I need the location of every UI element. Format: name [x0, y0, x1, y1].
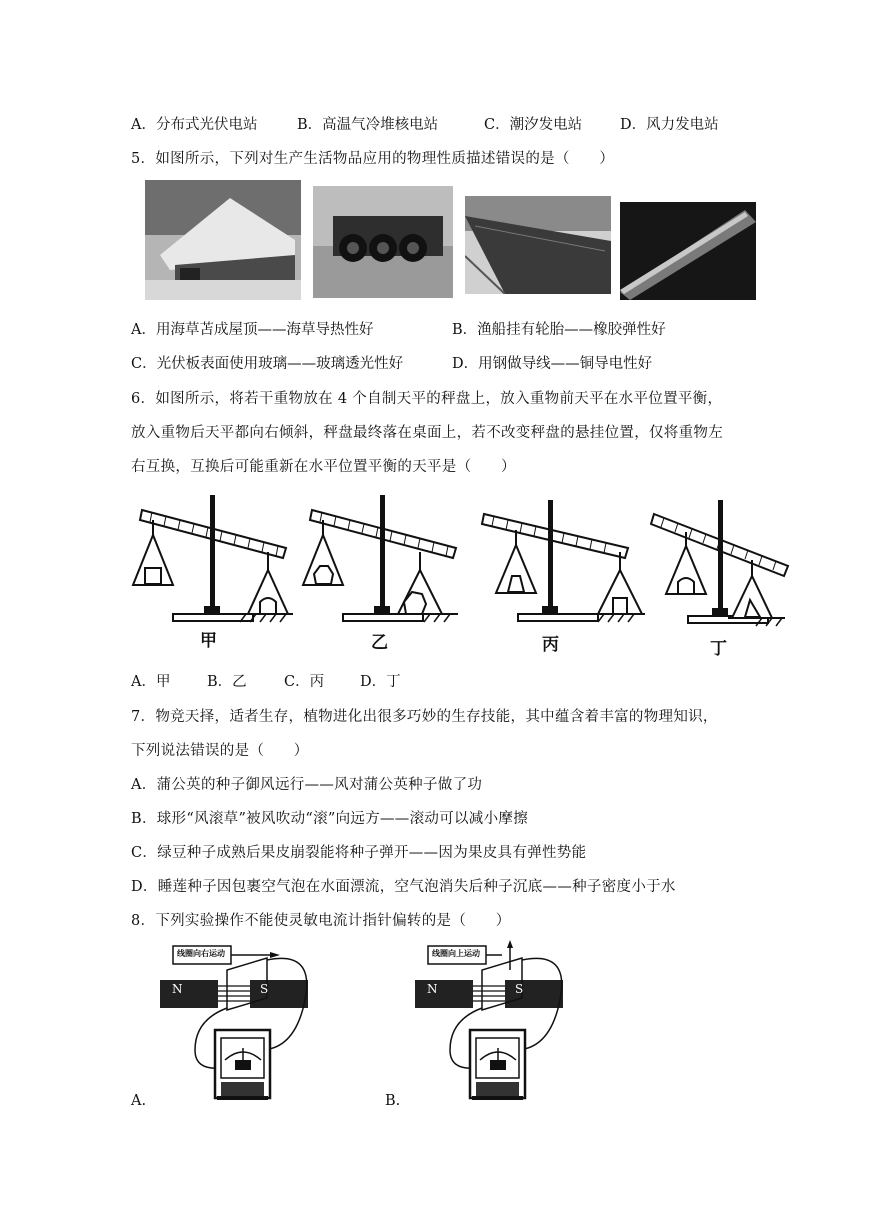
- scale-label-jia: 甲: [200, 631, 217, 651]
- q5-photo-boat-tires: [313, 186, 453, 298]
- q5-option-a: A．用海草苫成屋顶——海草导热性好: [131, 322, 374, 338]
- q6-option-b: B．乙: [207, 674, 247, 690]
- magnet-s-a: S: [260, 982, 269, 996]
- magnet-n-a: N: [172, 982, 183, 996]
- q5-photo-solar-panel: [465, 196, 611, 294]
- q5-option-b: B．渔船挂有轮胎——橡胶弹性好: [452, 322, 666, 338]
- q5-option-c: C．光伏板表面使用玻璃——玻璃透光性好: [131, 356, 404, 372]
- scale-jia: [128, 490, 293, 640]
- scale-label-yi: 乙: [371, 633, 388, 653]
- caption-b: 线圈向上运动: [432, 948, 480, 958]
- q8-option-a-label: A.: [131, 1093, 147, 1109]
- q6-option-a: A．甲: [131, 674, 171, 690]
- q6-option-d: D．丁: [360, 674, 401, 690]
- q4-option-c: C．潮汐发电站: [484, 117, 583, 133]
- scale-label-ding: 丁: [710, 639, 727, 659]
- q5-option-d: D．用钢做导线——铜导电性好: [452, 356, 653, 372]
- magnet-n-b: N: [427, 982, 438, 996]
- q7-option-c: C．绿豆种子成熟后果皮崩裂能将种子弹开——因为果皮具有弹性势能: [131, 845, 587, 861]
- q7-option-b: B．球形“风滚草”被风吹动“滚”向远方——滚动可以减小摩擦: [131, 811, 529, 827]
- scale-bing: [480, 490, 645, 640]
- q5-photo-seaweed-roof: [145, 180, 301, 300]
- q5-stem: 5．如图所示，下列对生产生活物品应用的物理性质描述错误的是（ ）: [131, 151, 615, 167]
- q8-figure: [0, 940, 869, 1110]
- galvanometer-setup-a: [155, 940, 325, 1102]
- q5-photo-wire: [620, 202, 756, 300]
- q4-option-a: A．分布式光伏电站: [131, 117, 258, 133]
- q6-stem-line-2: 放入重物后天平都向右倾斜，秤盘最终落在桌面上，若不改变秤盘的悬挂位置，仅将重物左: [131, 425, 723, 441]
- galvanometer-setup-b: [410, 940, 580, 1102]
- q4-option-b: B．高温气冷堆核电站: [297, 117, 439, 133]
- q4-option-d: D．风力发电站: [620, 117, 719, 133]
- q8-option-b-label: B.: [385, 1093, 401, 1109]
- q7-stem-line-1: 7．物竞天择，适者生存，植物进化出很多巧妙的生存技能，其中蕴含着丰富的物理知识，: [131, 709, 718, 725]
- q7-stem-line-2: 下列说法错误的是（ ）: [131, 743, 309, 759]
- q6-option-c: C．丙: [284, 674, 325, 690]
- q7-option-a: A．蒲公英的种子御风远行——风对蒲公英种子做了功: [131, 777, 483, 793]
- scale-label-bing: 丙: [542, 635, 559, 655]
- q6-stem-line-3: 右互换，互换后可能重新在水平位置平衡的天平是（ ）: [131, 459, 516, 475]
- q6-scales-figure: [0, 490, 869, 660]
- scale-ding: [650, 490, 815, 640]
- caption-a: 线圈向右运动: [177, 948, 225, 958]
- q8-stem: 8．下列实验操作不能使灵敏电流计指针偏转的是（ ）: [131, 913, 511, 929]
- magnet-s-b: S: [515, 982, 524, 996]
- scale-yi: [298, 490, 463, 640]
- q7-option-d: D．睡莲种子因包裹空气泡在水面漂流，空气泡消失后种子沉底——种子密度小于水: [131, 879, 676, 895]
- q6-stem-line-1: 6．如图所示，将若干重物放在 4 个自制天平的秤盘上，放入重物前天平在水平位置平衡，: [131, 391, 723, 407]
